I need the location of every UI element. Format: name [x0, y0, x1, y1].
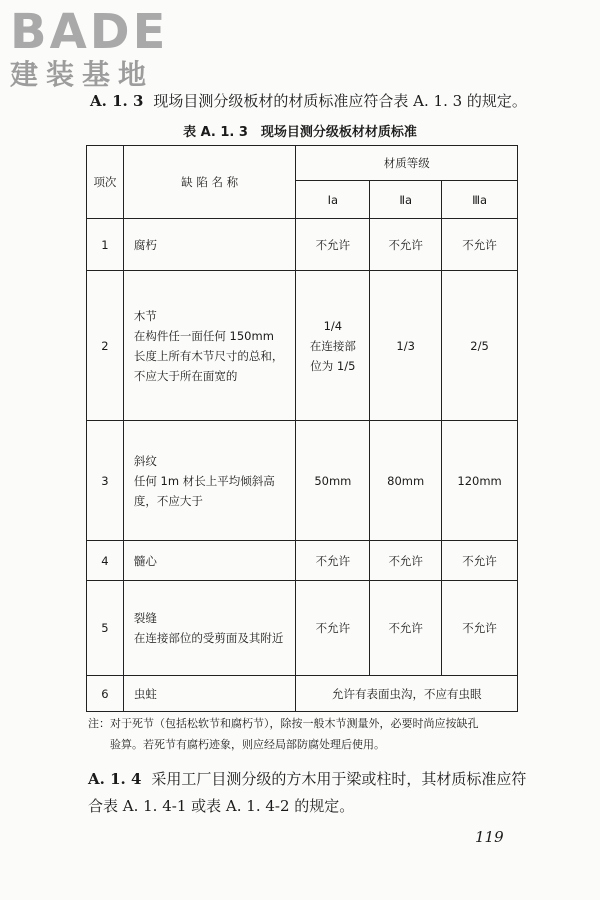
row-number: 1: [87, 219, 124, 271]
grade-2-value: 不允许: [370, 541, 442, 581]
section-number: A. 1. 4: [88, 770, 142, 788]
logo-brand: BADE: [10, 4, 169, 60]
header-grade-3: Ⅲa: [442, 181, 518, 219]
defect-cell: [123, 541, 296, 581]
grade-2-value: 不允许: [370, 219, 442, 271]
grade-3-value: 不允许: [442, 581, 518, 676]
grade-1-value: 50mm: [296, 421, 370, 541]
lead-number: A. 1. 3: [90, 92, 144, 110]
logo: [10, 6, 168, 90]
row-number: 2: [87, 271, 124, 421]
page-number: 119: [475, 828, 504, 846]
grade-2-value: 不允许: [370, 581, 442, 676]
defect-description: 在连接部位的受剪面及其附近: [133, 631, 284, 645]
material-standard-table: [86, 145, 518, 712]
header-grade: 材质等级: [296, 146, 518, 181]
note-line-1: 注：对于死节（包括松软节和腐朽节），除按一般木节测量外，必要时尚应按缺孔: [88, 717, 479, 730]
grade-2-value: 1/3: [370, 271, 442, 421]
header-defect: 缺 陷 名 称: [123, 146, 296, 219]
section-paragraph: [88, 766, 528, 820]
defect-title: 斜纹: [133, 453, 157, 468]
section-text: 采用工厂目测分级的方木用于梁或柱时，其材质标准应符合表 A. 1. 4-1 或表 A. 1. 4-2 的规定。: [88, 770, 527, 815]
grade-1-value-note: 在连接部位为 1/5: [309, 338, 356, 373]
defect-description: 任何 1m 材长上平均倾斜高度，不应大于: [133, 473, 275, 508]
logo-subtitle: 建装基地: [10, 58, 155, 91]
defect-title: 木节: [133, 308, 157, 323]
defect-title: 裂缝: [133, 611, 157, 625]
table-row: [87, 676, 518, 712]
header-grade-2: Ⅱa: [370, 181, 442, 219]
defect-cell: [123, 271, 296, 421]
grade-1-value: 不允许: [296, 581, 370, 676]
table-row: [87, 219, 518, 271]
table-row: [87, 541, 518, 581]
defect-cell: [123, 421, 296, 541]
table-note: [88, 713, 528, 755]
table-row: [87, 271, 518, 421]
defect-title: 虫蛀: [133, 686, 157, 701]
defect-title: 腐朽: [133, 237, 157, 252]
grade-3-value: 不允许: [442, 219, 518, 271]
grade-2-value: 80mm: [370, 421, 442, 541]
defect-cell: [123, 219, 296, 271]
note-line-2: 验算。若死节有腐朽迹象，则应经局部防腐处理后使用。: [110, 738, 385, 751]
grade-3-value: 不允许: [442, 541, 518, 581]
defect-title: 髓心: [133, 553, 157, 568]
header-item: 项次: [87, 146, 124, 219]
grade-1-value: 不允许: [296, 219, 370, 271]
header-grade-1: Ⅰa: [296, 181, 370, 219]
lead-text: 现场目测分级板材的材质标准应符合表 A. 1. 3 的规定。: [153, 92, 527, 110]
row-number: 5: [87, 581, 124, 676]
grade-3-value: 2/5: [442, 271, 518, 421]
lead-paragraph: [90, 90, 570, 111]
table-row: [87, 581, 518, 676]
defect-cell: [123, 581, 296, 676]
grade-1-value: 不允许: [296, 541, 370, 581]
row-number: 6: [87, 676, 124, 712]
defect-description: 在构件任一面任何 150mm 长度上所有木节尺寸的总和，不应大于所在面宽的: [133, 328, 284, 383]
table-caption: 表 A. 1. 3 现场目测分级板材材质标准: [183, 125, 417, 140]
grade-1-value: [296, 271, 370, 421]
grade-merged-value: 允许有表面虫沟，不应有虫眼: [296, 676, 518, 712]
grade-1-value-main: 1/4: [323, 318, 343, 333]
row-number: 3: [87, 421, 124, 541]
table-row: [87, 421, 518, 541]
grade-3-value: 120mm: [442, 421, 518, 541]
defect-cell: [123, 676, 296, 712]
row-number: 4: [87, 541, 124, 581]
